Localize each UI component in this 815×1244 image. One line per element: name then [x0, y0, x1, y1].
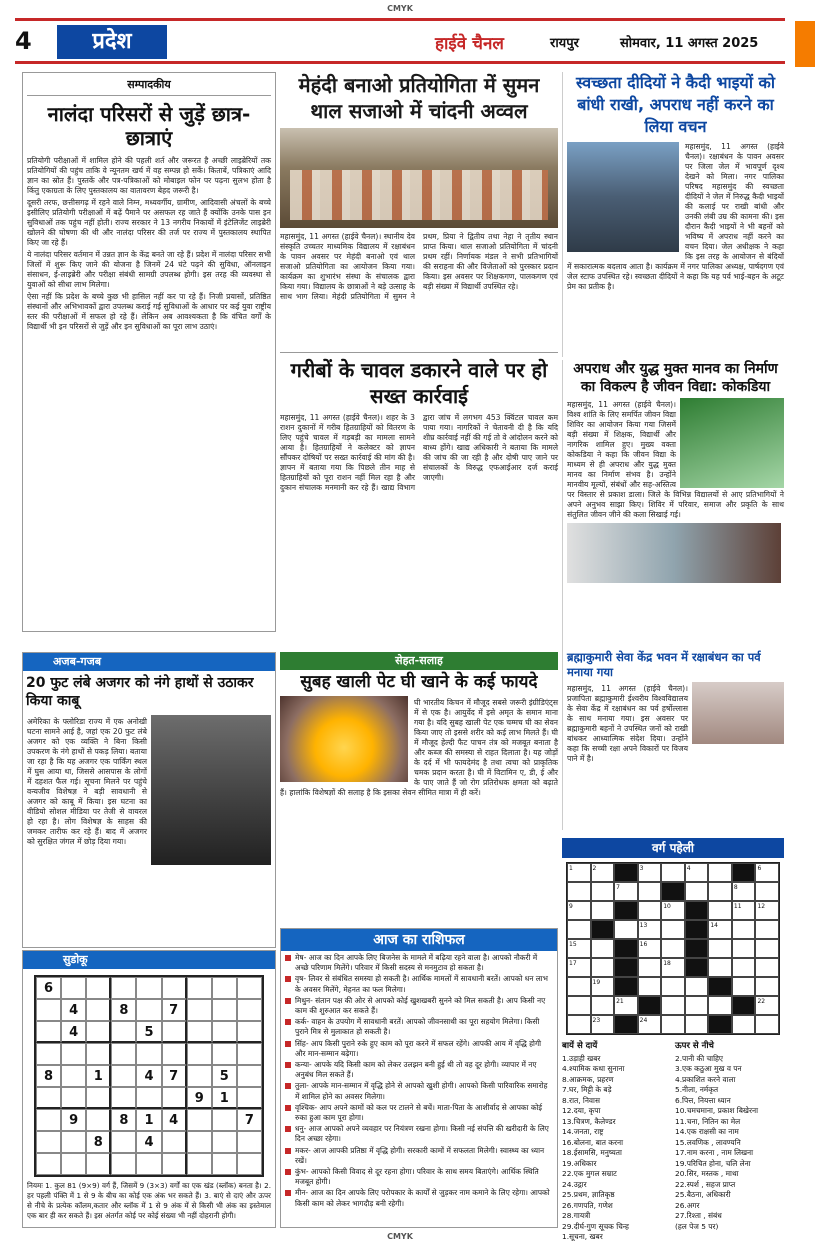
crossword-cell[interactable]: 3 [638, 863, 662, 882]
crossword-black-cell [614, 977, 638, 996]
ajab-headline: 20 फुट लंबे अजगर को नंगे हाथों से उठाकर किया काबू [26, 675, 254, 709]
health-headline: सुबह खाली पेट घी खाने के कई फायदे [300, 672, 538, 692]
sudoku-cell[interactable] [237, 1131, 262, 1153]
sudoku-cell[interactable]: 9 [187, 1087, 212, 1109]
sudoku-cell[interactable] [136, 1153, 161, 1175]
sudoku-cell[interactable] [187, 999, 212, 1021]
sudoku-cell[interactable] [36, 999, 61, 1021]
sudoku-cell[interactable] [61, 1087, 86, 1109]
crossword-cell[interactable] [732, 1015, 756, 1034]
clue-across: 24.उद्गार [562, 1179, 587, 1189]
sudoku-cell[interactable] [162, 1043, 187, 1065]
sudoku-cell[interactable] [136, 977, 161, 999]
sudoku-cell[interactable] [187, 1065, 212, 1087]
editorial-body [27, 156, 271, 332]
sudoku-cell[interactable]: 4 [136, 1131, 161, 1153]
rashifal-text: कर्क- वाहन के उपयोग में सावधानी बरतें। आपको जीवनसाथी का पूरा सहयोग मिलेगा। किसी पुराने मित्र से मुलाकात हो सकती है। [295, 1017, 540, 1037]
bullet-icon [285, 1169, 291, 1175]
clue-across: 14.जनता, राष्ट्र [562, 1127, 604, 1136]
sudoku-cell[interactable] [162, 977, 187, 999]
crossword-puzzle [562, 838, 784, 1241]
sudoku-cell[interactable]: 8 [86, 1131, 111, 1153]
rashifal-text: मेष- आज का दिन आपके लिए बिजनेस के मामले में बढ़िया रहने वाला है। आपको नौकरी में अच्छे परिणाम मिलेंगे। परिवार में किसी सदस्य से मनमुटाव हो सकता है। [295, 953, 538, 973]
crossword-cell[interactable] [567, 996, 591, 1015]
rashifal-text: मकर- आज आपकी प्रतिष्ठा में वृद्धि होगी। सरकारी कामों में सफलता मिलेगी। स्वास्थ्य का ध्यान रखें। [295, 1145, 545, 1165]
crossword-cell[interactable] [755, 1015, 779, 1034]
crossword-cell[interactable] [661, 939, 685, 958]
editorial-paragraph: प्रतियोगी परीक्षाओं में शामिल होने की पहली शर्त और जरूरत है अच्छी लाइब्रेरियों तक प्रतियोगियों की पहुंच ताकि वे न्यूनतम खर्च में वह सम्पन्न हो सकें। किताबें, पत्रिकाएं आदि ज्ञान का स्रोत हैं। पुस्तकें और पत्र-पत्रिकाओं को मोबाइल फोन पर पढ़ना सुलभ होता है किंतु एकाग्रता के लिए पुस्तकालय का वातावरण बेहद जरूरी है। [27, 156, 271, 195]
photo-group [290, 170, 548, 220]
color-bar [795, 21, 815, 67]
clue-across: 22.एक मुगल सम्राट [562, 1169, 617, 1178]
sudoku-cell[interactable] [86, 1043, 111, 1065]
crossword-black-cell [708, 1015, 732, 1034]
rashifal-list [281, 951, 557, 1212]
kokadia-photo [680, 398, 784, 488]
crossword-black-cell [732, 996, 756, 1015]
rashifal-title: आज का राशिफल [281, 929, 557, 951]
crossword-cell[interactable] [638, 901, 662, 920]
sudoku-cell[interactable]: 1 [136, 1109, 161, 1131]
crossword-cell[interactable]: 7 [614, 882, 638, 901]
crossword-cell[interactable] [685, 977, 709, 996]
crossword-cell[interactable]: 6 [755, 863, 779, 882]
sudoku-cell[interactable]: 7 [237, 1109, 262, 1131]
sudoku-cell[interactable]: 1 [86, 1065, 111, 1087]
crossword-cell[interactable] [567, 977, 591, 996]
crossword-cell[interactable]: 22 [755, 996, 779, 1015]
sudoku-cell[interactable] [162, 1021, 187, 1043]
sudoku-cell[interactable]: 4 [61, 1021, 86, 1043]
edition-city: रायपुर [550, 36, 579, 51]
crossword-black-cell [685, 958, 709, 977]
python-photo [151, 715, 271, 865]
clue-across: 13.चित्रण, कैलेण्डर [562, 1116, 616, 1126]
sudoku-cell[interactable] [237, 1065, 262, 1087]
crossword-cell[interactable] [732, 939, 756, 958]
clue-across: 16.बोलना, बात करना [562, 1137, 624, 1147]
sudoku-cell[interactable]: 5 [212, 1065, 237, 1087]
crossword-black-cell [591, 920, 615, 939]
clue-across: 26.गणपति, गणेश [562, 1200, 613, 1210]
sudoku-cell[interactable]: 9 [61, 1109, 86, 1131]
clue-down: 26.अगर [675, 1200, 700, 1210]
clue-down: 5.नीला, नर्मकृत [675, 1085, 719, 1094]
crossword-cell[interactable] [755, 977, 779, 996]
rashifal-text: वृश्चिक- आप अपने कामों को कल पर टालने से बचें। माता-पिता के आशीर्वाद से आपका कोई रुका हुआ काम पूरा होगा। [295, 1102, 543, 1123]
mehndi-headline: मेहंदी बनाओ प्रतियोगिता में सुमन थाल सजाओ में चांदनी अव्वल [298, 73, 540, 123]
clue-across: 7.घर, मिट्टी के बड़े [562, 1085, 612, 1094]
clue-down: 22.स्पर्श , सहज प्राप्त [675, 1179, 736, 1189]
editorial-headline: नालंदा परिसरों से जुड़ें छात्र-छात्राएं [47, 102, 251, 150]
sudoku-cell[interactable]: 8 [111, 1109, 136, 1131]
crossword-cell[interactable] [638, 882, 662, 901]
ajab-body: अमेरिका के फ्लोरिडा राज्य में एक अनोखी घटना सामने आई है, जहां एक 20 फुट लंबे अजगर को एक व्यक्ति ने बिना किसी उपकरण के नंगे हाथों से पकड़ लिया। बताया जा रहा है कि यह अजगर एक पार्किंग स्थल में घुस आया था, जिससे आसपास के लोगों में दहशत फैल गई। सूचना मिलने पर पहुंचे वन्यजीव विशेषज्ञ ने बड़ी सावधानी से अजगर को काबू में किया। इस घटना का वीडियो सोशल मीडिया पर तेजी से वायरल हो रहा है। लोग विशेषज्ञ के साहस की जमकर तारीफ कर रहे हैं। बाद में अजगर को सुरक्षित जंगल में छोड़ दिया गया। [27, 717, 147, 846]
crossword-black-cell [685, 939, 709, 958]
rashifal-text: वृष- लिवर से संबंधित समस्या हो सकती है। आर्थिक मामलों में सावधानी बरतें। आपको धन लाभ के अवसर मिलेंगे, मेहनत का फल मिलेगा। [295, 974, 548, 994]
crossword-black-cell [685, 901, 709, 920]
sudoku-cell[interactable] [136, 999, 161, 1021]
crossword-cell[interactable] [614, 920, 638, 939]
rice-article [280, 352, 558, 635]
issue-date: सोमवार, 11 अगस्त 2025 [620, 36, 759, 51]
crossword-cell[interactable] [732, 958, 756, 977]
sudoku-puzzle [22, 950, 276, 1228]
sudoku-cell[interactable] [86, 1109, 111, 1131]
sudoku-cell[interactable]: 4 [136, 1065, 161, 1087]
rakhi-article [562, 72, 784, 357]
rakhi-photo [567, 142, 679, 252]
crossword-cell[interactable] [732, 920, 756, 939]
bullet-icon [285, 1126, 291, 1132]
crossword-cell[interactable] [732, 977, 756, 996]
clue-down: 19.परिचित होना, चलि लेना [675, 1158, 751, 1168]
clue-down: 27.रिश्ता , संबंध [675, 1211, 722, 1220]
sudoku-cell[interactable] [212, 1109, 237, 1131]
crossword-cell[interactable]: 1 [567, 863, 591, 882]
clue-down: 2.पानी की चाहिए [675, 1053, 724, 1063]
editorial-label: सम्पादकीय [27, 77, 271, 96]
clue-across: 4.श्यामिक कथा सुनाना [562, 1064, 625, 1073]
sudoku-cell[interactable] [187, 1043, 212, 1065]
crossword-cell[interactable] [591, 996, 615, 1015]
crossword-cell[interactable] [755, 882, 779, 901]
crossword-black-cell [638, 996, 662, 1015]
clue-across: 28.गायत्री [562, 1211, 591, 1220]
crossword-cell[interactable] [685, 996, 709, 1015]
rashifal-text: मीन- आज का दिन आपके लिए परोपकार के कार्यों से जुड़कर नाम कमाने के लिए रहेगा। आपको किसी काम को लेकर भागदौड़ बनी रहेगी। [295, 1188, 550, 1208]
sudoku-cell[interactable] [36, 1109, 61, 1131]
sudoku-tag: सुडोकू [23, 951, 275, 969]
printer-mark-top: CMYK [387, 4, 413, 13]
sudoku-cell[interactable]: 6 [36, 977, 61, 999]
crossword-cell[interactable] [638, 977, 662, 996]
sudoku-cell[interactable]: 1 [212, 1087, 237, 1109]
sudoku-cell[interactable] [237, 1021, 262, 1043]
crossword-black-cell [614, 901, 638, 920]
crossword-black-cell [614, 1015, 638, 1034]
sudoku-cell[interactable] [36, 1131, 61, 1153]
crossword-cell[interactable] [591, 882, 615, 901]
sudoku-cell[interactable] [237, 999, 262, 1021]
kokadia-headline: अपराध और युद्ध मुक्त मानव का निर्माण का विकल्प है जीवन विद्या: कोकडिया [573, 361, 778, 395]
crossword-cell[interactable] [708, 958, 732, 977]
health-tag: सेहत-सलाह [280, 652, 558, 670]
sudoku-cell[interactable] [86, 1087, 111, 1109]
bullet-icon [285, 1062, 291, 1068]
rashifal-item [285, 1103, 553, 1123]
rashifal-item [285, 1146, 553, 1166]
sudoku-cell[interactable] [86, 1153, 111, 1175]
kokadia-article [562, 360, 784, 650]
clue-across: 19.अधिकार [562, 1158, 597, 1168]
clue-across: 29.दीर्घ-गुण सूचक चिन्ह [562, 1221, 629, 1231]
mehndi-article [280, 72, 558, 352]
bullet-icon [285, 998, 291, 1004]
crossword-cell[interactable] [708, 996, 732, 1015]
crossword-cell[interactable] [685, 1015, 709, 1034]
crossword-black-cell [614, 939, 638, 958]
sudoku-cell[interactable] [36, 1021, 61, 1043]
rashifal-item [285, 1039, 553, 1059]
crossword-grid [566, 862, 780, 1035]
sudoku-cell[interactable]: 8 [36, 1065, 61, 1087]
crossword-cell[interactable] [661, 1015, 685, 1034]
crossword-cell[interactable]: 8 [732, 882, 756, 901]
sudoku-cell[interactable]: 7 [162, 1065, 187, 1087]
health-body: घी भारतीय किचन में मौजूद सबसे जरूरी इंग्रीडिएंट्स में से एक है। आयुर्वेद में इसे अमृत के समान माना गया है। यदि सुबह खाली पेट एक चम्मच घी का सेवन किया जाए तो इससे शरीर को कई लाभ मिलते हैं। घी में मौजूद हेल्दी फैट पाचन तंत्र को मजबूत बनाता है और कब्ज की समस्या से राहत दिलाता है। यह जोड़ों के दर्द में भी फायदेमंद है तथा त्वचा को प्राकृतिक चमक प्रदान करता है। घी में विटामिन ए, डी, ई और के पाए जाते हैं जो रोग प्रतिरोधक क्षमता को बढ़ाते हैं। हालांकि विशेषज्ञों की सलाह है कि इसका सेवन सीमित मात्रा में ही करें। [280, 698, 558, 797]
rashifal-section [280, 928, 558, 1228]
sudoku-cell[interactable] [61, 1131, 86, 1153]
bullet-icon [285, 1148, 291, 1154]
clue-down: 11.चना, नितिन का मेल [675, 1116, 741, 1126]
rashifal-item [285, 953, 553, 973]
crossword-clues [562, 1041, 784, 1243]
crossword-cell[interactable]: 24 [638, 1015, 662, 1034]
crossword-cell[interactable] [591, 901, 615, 920]
rashifal-text: सिंह- आप किसी पुराने रुके हुए काम को पूरा करने में सफल रहेंगे। आपकी आय में वृद्धि होगी और मान-सम्मान बढ़ेगा। [295, 1038, 542, 1058]
sudoku-cell[interactable] [86, 999, 111, 1021]
clue-down: (हल पेज 5 पर) [675, 1221, 719, 1231]
bullet-icon [285, 955, 291, 961]
sudoku-cell[interactable] [187, 977, 212, 999]
bullet-icon [285, 1105, 291, 1111]
rashifal-text: मिथुन- संतान पक्ष की ओर से आपको कोई खुशखबरी सुनने को मिल सकती है। आप किसी नए काम की शुरुआत कर सकते हैं। [295, 995, 546, 1016]
sudoku-cell[interactable] [187, 1153, 212, 1175]
kokadia-group-photo [567, 523, 781, 583]
crossword-cell[interactable] [567, 882, 591, 901]
brahma-body: महासमुंद, 11 अगस्त (हाईवे चैनल)। प्रजापिता ब्रह्माकुमारी ईश्वरीय विश्वविद्यालय के सेवा केंद्र में रक्षाबंधन का पर्व हर्षोल्लास के साथ मनाया गया। इस अवसर पर ब्रह्माकुमारी बहनों ने उपस्थित जनों को राखी बांधकर आध्यात्मिक संदेश दिया। उन्होंने कहा कि सच्ची रक्षा अपने विकारों पर विजय पाने में है। [567, 684, 688, 763]
sudoku-cell[interactable] [237, 977, 262, 999]
health-article [280, 652, 558, 922]
bullet-icon [285, 1083, 291, 1089]
clue-across: 18.ईसामसि, मनुष्यता [562, 1148, 622, 1157]
crossword-cell[interactable] [685, 882, 709, 901]
clue-down: 17.नाम करना , नाम लिखना [675, 1148, 754, 1157]
crossword-cell[interactable] [661, 996, 685, 1015]
sudoku-cell[interactable] [36, 1153, 61, 1175]
clue-across: 1.सूचना, खबर [562, 1232, 603, 1241]
editorial-paragraph: ऐसा नहीं कि प्रदेश के बच्चे कुछ भी हासिल नहीं कर पा रहे हैं। निजी प्रयासों, प्रतिष्ठित संस्थानों और अभिभावकों द्वारा उपलब्ध कराई गई सुविधाओं के आधार पर कई युवा राष्ट्रीय स्तर की परीक्षाओं में सफल हो रहे हैं। लेकिन अब आवश्यकता है कि वंचित वर्गों के विद्यार्थी भी इन परिसरों से जुड़ें और इन सुविधाओं का पूरा लाभ उठाएं। [27, 292, 271, 331]
down-title: ऊपर से नीचे [675, 1041, 714, 1051]
crossword-cell[interactable]: 17 [567, 958, 591, 977]
crossword-cell[interactable]: 13 [638, 920, 662, 939]
clue-across: 25.प्रथम, ज्ञातिकृष्ठ [562, 1190, 615, 1199]
rakhi-headline: स्वच्छता दीदियों ने कैदी भाइयों को बांधी राखी, अपराध नहीं करने का लिया वचन [576, 73, 775, 136]
crossword-cell[interactable] [567, 1015, 591, 1034]
clues-down [675, 1041, 784, 1243]
ghee-photo [280, 696, 408, 782]
sudoku-cell[interactable] [111, 1153, 136, 1175]
bullet-icon [285, 976, 291, 982]
crossword-black-cell [614, 863, 638, 882]
clue-down: 15.लवणिक , लावण्यनि [675, 1137, 741, 1147]
kokadia-body: महासमुंद, 11 अगस्त (हाईवे चैनल)। विश्व शांति के लिए समर्पित जीवन विद्या शिविर का आयोजन किया गया जिसमें बड़ी संख्या में शिक्षक, विद्यार्थी और नागरिक शामिल हुए। मुख्य वक्ता कोकडिया ने कहा कि जीवन विद्या के माध्यम से ही अपराध और युद्ध मुक्त मानव का निर्माण संभव है। उन्होंने मानवीय मूल्यों, संबंधों और सह-अस्तित्व पर विस्तार से प्रकाश डाला। जिले के विभिन्न विद्यालयों से आए प्रतिभागियों ने अपने अनुभव साझा किए। शिविर में परिवार, समाज और प्रकृति के साथ संतुलित जीवन जीने की कला सिखाई गई। [567, 400, 784, 519]
sudoku-cell[interactable] [111, 1021, 136, 1043]
page-number: 4 [15, 27, 32, 55]
rashifal-text: कुंभ- आपको किसी विवाद से दूर रहना होगा। परिवार के साथ समय बिताएंगे। आर्थिक स्थिति मजबूत होगी। [295, 1167, 539, 1187]
sudoku-cell[interactable] [237, 1087, 262, 1109]
rashifal-item [285, 974, 553, 994]
clues-across [562, 1041, 671, 1243]
crossword-cell[interactable] [708, 901, 732, 920]
sudoku-cell[interactable] [111, 1087, 136, 1109]
sudoku-cell[interactable] [136, 1043, 161, 1065]
clue-across: 1.उड़ाही खबर [562, 1053, 601, 1063]
sudoku-cell[interactable] [111, 1043, 136, 1065]
page-header [15, 18, 785, 64]
crossword-cell[interactable]: 12 [755, 901, 779, 920]
sudoku-cell[interactable]: 8 [111, 999, 136, 1021]
crossword-cell[interactable] [755, 939, 779, 958]
brand-logo: हाईवे चैनल [435, 34, 504, 54]
sudoku-cell[interactable] [162, 1087, 187, 1109]
sudoku-cell[interactable] [187, 1109, 212, 1131]
sudoku-cell[interactable] [36, 1043, 61, 1065]
clue-down: 3.एक कठुआ मुख व पन [675, 1064, 742, 1073]
crossword-cell[interactable]: 9 [567, 901, 591, 920]
sudoku-cell[interactable] [162, 1131, 187, 1153]
crossword-black-cell [614, 958, 638, 977]
sudoku-cell[interactable] [111, 1065, 136, 1087]
sudoku-cell[interactable] [212, 999, 237, 1021]
sudoku-cell[interactable] [111, 977, 136, 999]
sudoku-cell[interactable] [212, 1153, 237, 1175]
rice-headline: गरीबों के चावल डकारने वाले पर हो सख्त कार्रवाई [290, 358, 548, 408]
rakhi-body: महासमुंद, 11 अगस्त (हाईवे चैनल)। रक्षाबंधन के पावन अवसर पर जिला जेल में भावपूर्ण दृश्य देखने को मिला। नगर पालिका परिषद महासमुंद की स्वच्छता दीदियों ने जेल में निरुद्ध कैदी भाइयों की कलाई पर राखी बांधी और उनकी लंबी उम्र की कामना की। इस दौरान कैदी भाइयों ने भी बहनों को भविष्य में अपराध नहीं करने का वचन दिया। जेल अधीक्षक ने कहा कि इस तरह के आयोजन से बंदियों में सकारात्मक बदलाव आता है। कार्यक्रम में नगर पालिका अध्यक्ष, पार्षदगण एवं जेल स्टाफ उपस्थित रहे। स्वच्छता दीदियों ने कहा कि यह पर्व भाई-बहन के अटूट प्रेम का प्रतीक है। [567, 142, 784, 291]
crossword-cell[interactable] [708, 863, 732, 882]
crossword-cell[interactable]: 19 [591, 977, 615, 996]
sudoku-cell[interactable] [136, 1087, 161, 1109]
sudoku-cell[interactable] [36, 1087, 61, 1109]
sudoku-cell[interactable] [86, 977, 111, 999]
crossword-black-cell [685, 920, 709, 939]
crossword-cell[interactable] [708, 939, 732, 958]
rashifal-text: धनु- आज आपको अपने व्यवहार पर नियंत्रण रखना होगा। किसी नई संपत्ति की खरीदारी के लिए दिन अच्छा रहेगा। [295, 1124, 549, 1144]
sudoku-cell[interactable] [162, 1153, 187, 1175]
sudoku-cell[interactable] [212, 1043, 237, 1065]
sudoku-grid [34, 975, 264, 1177]
rashifal-text: कन्या- आपके यदि किसी काम को लेकर उलझन बनी हुई थी तो वह दूर होगी। व्यापार में नए अनुबंध मिल सकते हैं। [295, 1060, 537, 1080]
rashifal-text: तुला- आपके मान-सम्मान में वृद्धि होने से आपको खुशी होगी। आपको किसी पारिवारिक समारोह में शामिल होने का अवसर मिलेगा। [295, 1081, 548, 1101]
editorial-paragraph: ये नालंदा परिसर वर्तमान में उन्नत ज्ञान के केंद्र बनते जा रहे हैं। प्रदेश में नालंदा परिसर सभी जिलों में शुरू किए जाने की योजना है जिनमें 24 घंटे पढ़ने की सुविधा, ऑनलाइन संसाधन, ई-लाइब्रेरी और परीक्षा संबंधी सामग्री उपलब्ध होगी। इस तरह की व्यवस्था से युवाओं को सीधा लाभ मिलेगा। [27, 250, 271, 289]
rashifal-item [285, 996, 553, 1016]
bullet-icon [285, 1041, 291, 1047]
sudoku-cell[interactable] [237, 1153, 262, 1175]
rashifal-item [285, 1167, 553, 1187]
crossword-cell[interactable]: 18 [661, 958, 685, 977]
clue-down: 6.पित्त, नियत्ता ध्यान [675, 1095, 731, 1105]
editorial-article [22, 72, 276, 632]
rashifal-item [285, 1188, 553, 1208]
across-title: बायें से दायें [562, 1041, 598, 1051]
clue-across: 12.दया, कृपा [562, 1106, 601, 1115]
ajab-gajab-article [22, 652, 276, 948]
crossword-cell[interactable]: 2 [591, 863, 615, 882]
crossword-cell[interactable]: 11 [732, 901, 756, 920]
crossword-cell[interactable] [661, 863, 685, 882]
section-name: प्रदेश [57, 25, 167, 59]
crossword-cell[interactable] [708, 882, 732, 901]
rashifal-item [285, 1017, 553, 1037]
ajab-tag: अजब-गजब [23, 653, 275, 671]
crossword-cell[interactable]: 4 [685, 863, 709, 882]
sudoku-cell[interactable] [212, 1131, 237, 1153]
crossword-cell[interactable] [591, 958, 615, 977]
rice-body: महासमुंद, 11 अगस्त (हाईवे चैनल)। शहर के 3 राशन दुकानों में गरीब हितग्राहियों को वितरण के लिए पहुंचे चावल में गड़बड़ी का मामला सामने आया है। हितग्राहियों ने कलेक्टर को ज्ञापन सौंपकर दोषियों पर सख्त कार्रवाई की मांग की है। ज्ञापन में बताया गया कि पिछले तीन माह से हितग्राहियों को पूरा राशन नहीं मिल रहा है और दुकान संचालक मनमानी कर रहे हैं। खाद्य विभाग द्वारा जांच में लगभग 453 क्विंटल चावल कम पाया गया। नागरिकों ने चेतावनी दी है कि यदि शीघ्र कार्रवाई नहीं की गई तो वे आंदोलन करने को बाध्य होंगे। खाद्य अधिकारी ने बताया कि मामले की जांच की जा रही है और दोषी पाए जाने पर संचालकों के विरुद्ध एफआईआर दर्ज कराई जाएगी। [280, 413, 558, 492]
crossword-cell[interactable]: 23 [591, 1015, 615, 1034]
sudoku-cell[interactable] [61, 977, 86, 999]
clue-across: 8.आक्रमक, प्रहरण [562, 1074, 614, 1084]
clue-down: 10.चमचमाना, प्रकाश बिखेरना [675, 1106, 758, 1115]
brahma-headline: ब्रह्माकुमारी सेवा केंद्र भवन में रक्षाबंधन का पर्व मनाया गया [567, 650, 761, 679]
sudoku-cell[interactable] [187, 1021, 212, 1043]
crossword-cell[interactable] [755, 920, 779, 939]
crossword-cell[interactable]: 14 [708, 920, 732, 939]
crossword-cell[interactable] [661, 920, 685, 939]
crossword-cell[interactable] [661, 977, 685, 996]
printer-mark-bottom: CMYK [387, 1232, 413, 1241]
sudoku-cell[interactable] [187, 1131, 212, 1153]
crossword-cell[interactable] [755, 958, 779, 977]
sudoku-cell[interactable] [86, 1021, 111, 1043]
crossword-black-cell [708, 977, 732, 996]
sudoku-cell[interactable]: 4 [61, 999, 86, 1021]
crossword-cell[interactable]: 21 [614, 996, 638, 1015]
mehndi-photo [280, 128, 558, 228]
crossword-cell[interactable]: 10 [661, 901, 685, 920]
crossword-cell[interactable] [638, 958, 662, 977]
crossword-cell[interactable]: 15 [567, 939, 591, 958]
clue-across: 8.रात, निवास [562, 1095, 600, 1105]
sudoku-cell[interactable]: 7 [162, 999, 187, 1021]
crossword-black-cell [661, 882, 685, 901]
bullet-icon [285, 1019, 291, 1025]
sudoku-cell[interactable] [61, 1043, 86, 1065]
clue-down: 4.प्रकाशित करने वाला [675, 1074, 736, 1084]
clue-down: 20.सिर, मस्तक , माथा [675, 1169, 739, 1178]
crossword-cell[interactable] [567, 920, 591, 939]
sudoku-cell[interactable] [212, 1021, 237, 1043]
crossword-title: वर्ग पहेली [562, 838, 784, 858]
sudoku-cell[interactable]: 4 [162, 1109, 187, 1131]
clue-down: 25.बैठना, अधिकारी [675, 1190, 731, 1199]
crossword-cell[interactable]: 16 [638, 939, 662, 958]
brahma-photo [692, 682, 784, 744]
crossword-black-cell [732, 863, 756, 882]
brahmakumari-article [562, 650, 784, 830]
bullet-icon [285, 1190, 291, 1196]
crossword-cell[interactable] [591, 939, 615, 958]
sudoku-cell[interactable] [61, 1153, 86, 1175]
sudoku-cell[interactable] [111, 1131, 136, 1153]
sudoku-cell[interactable] [61, 1065, 86, 1087]
sudoku-cell[interactable] [237, 1043, 262, 1065]
editorial-paragraph: दूसरी तरफ, छत्तीसगढ़ में रहने वाले निम्न, मध्यवर्गीय, ग्रामीण, आदिवासी अंचलों के बच्चे इसीलिए प्रतियोगी परीक्षाओं में बढ़ें पैमाने पर असफल रह जाते हैं क्योंकि उनके पास इन सुविधाओं तक पहुंच नहीं होती। राज्य सरकार ने 13 नगरीय निकायों में इंटेलिजेंट लाइब्रेरी खोलने की घोषणा की थी और नालंदा परिसर की तर्ज पर राज्य में पुस्तकालय स्थापित किए जा रहे हैं। [27, 198, 271, 247]
sudoku-cell[interactable]: 5 [136, 1021, 161, 1043]
rashifal-item [285, 1081, 553, 1101]
rashifal-item [285, 1124, 553, 1144]
clue-down: 14.एक राक्षसी का नाम [675, 1127, 739, 1136]
sudoku-rules: नियमः 1. कुल 81 (9×9) वर्ग हैं, जिसमें 9 (3×3) वर्गों का एक खंड (ब्लॉक) बनता है। 2. हर पहली पंक्ति में 1 से 9 के बीच का कोई एक अंक भर सकते हैं। 3. बाएं से दाएं और ऊपर से नीचे के प्रत्येक कॉलम,कतार और ब्लॉक में 1 से 9 अंक में से किसी भी अंक का इस्तेमाल एक बार ही कर सकते हैं। इस अंतर्गत कोई पर कोई संख्या भी नहीं दोहरानी होगी। [27, 1181, 271, 1220]
mehndi-body: महासमुंद, 11 अगस्त (हाईवे चैनल)। स्थानीय देव संस्कृति उच्चतर माध्यमिक विद्यालय में रक्षाबंधन के पावन अवसर पर मेहंदी बनाओ एवं थाल सजाओ प्रतियोगिता का आयोजन किया गया। कार्यक्रम का शुभारंभ संस्था के संचालक द्वारा किया गया। विद्यालय के छात्राओं ने बड़े उत्साह के साथ भाग लिया। मेहंदी प्रतियोगिता में सुमन ने प्रथम, प्रिया ने द्वितीय तथा नेहा ने तृतीय स्थान प्राप्त किया। थाल सजाओ प्रतियोगिता में चांदनी प्रथम रहीं। निर्णायक मंडल ने सभी प्रतिभागियों की सराहना की और विजेताओं को पुरस्कार प्रदान किया। इस अवसर पर शिक्षकगण, पालकगण एवं बड़ी संख्या में विद्यार्थी उपस्थित रहे। [280, 232, 558, 301]
rashifal-item [285, 1060, 553, 1080]
sudoku-cell[interactable] [212, 977, 237, 999]
